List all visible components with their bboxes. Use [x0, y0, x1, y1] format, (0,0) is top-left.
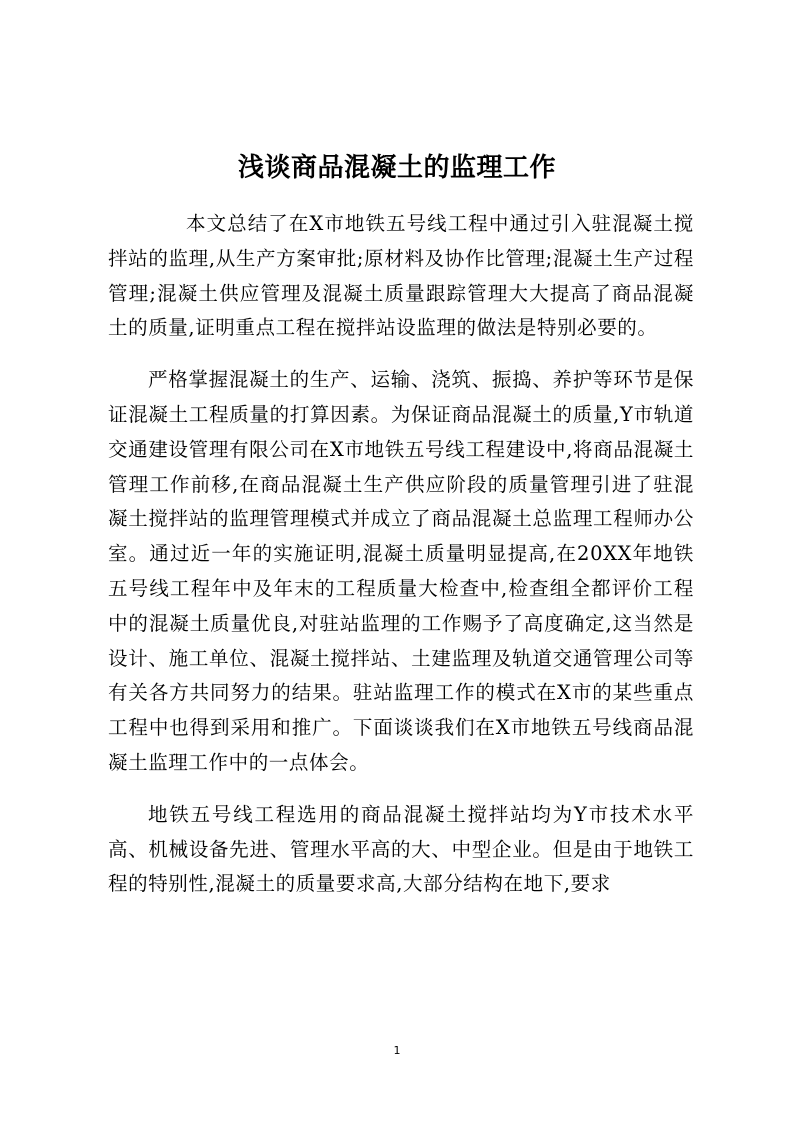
paragraph-background: 地铁五号线工程选用的商品混凝土搅拌站均为Y市技术水平高、机械设备先进、管理水平高的大、中型企业。但是由于地铁工程的特别性,混凝土的质量要求高,大部分结构在地下,要求	[108, 802, 694, 896]
paragraph-introduction: 严格掌握混凝土的生产、运输、浇筑、振捣、养护等环节是保证混凝土工程质量的打算因素。为保证商品混凝土的质量,Y市轨道交通建设管理有限公司在X市地铁五号线工程建设中,将商品混凝土管理工作前移,在商品混凝土生产供应阶段的质量管理引进了驻混凝土搅拌站的监理管理模式并成立了商品混凝土总监理工程师办公室。通过近一年的实施证明,混凝土质量明显提高,在20XX年地铁五号线工程年中及年末的工程质量大检查中,检查组全都评价工程中的混凝土质量优良,对驻站监理的工作赐予了高度确定,这当然是设计、施工单位、混凝土搅拌站、土建监理及轨道交通管理公司等有关各方共同努力的结果。驻站监理工作的模式在X市的某些重点工程中也得到采用和推广。下面谈谈我们在X市地铁五号线商品混凝土监理工作中的一点体会。	[108, 368, 694, 774]
page-number: 1	[393, 1044, 401, 1057]
document-title: 浅谈商品混凝土的监理工作	[237, 153, 556, 183]
paragraph-abstract: 本文总结了在X市地铁五号线工程中通过引入驻混凝土搅拌站的监理,从生产方案审批;原材料及协作比管理;混凝土生产过程管理;混凝土供应管理及混凝土质量跟踪管理大大提高了商品混凝土的质量,证明重点工程在搅拌站设监理的做法是特别必要的。	[108, 212, 694, 340]
document-body	[108, 207, 694, 902]
